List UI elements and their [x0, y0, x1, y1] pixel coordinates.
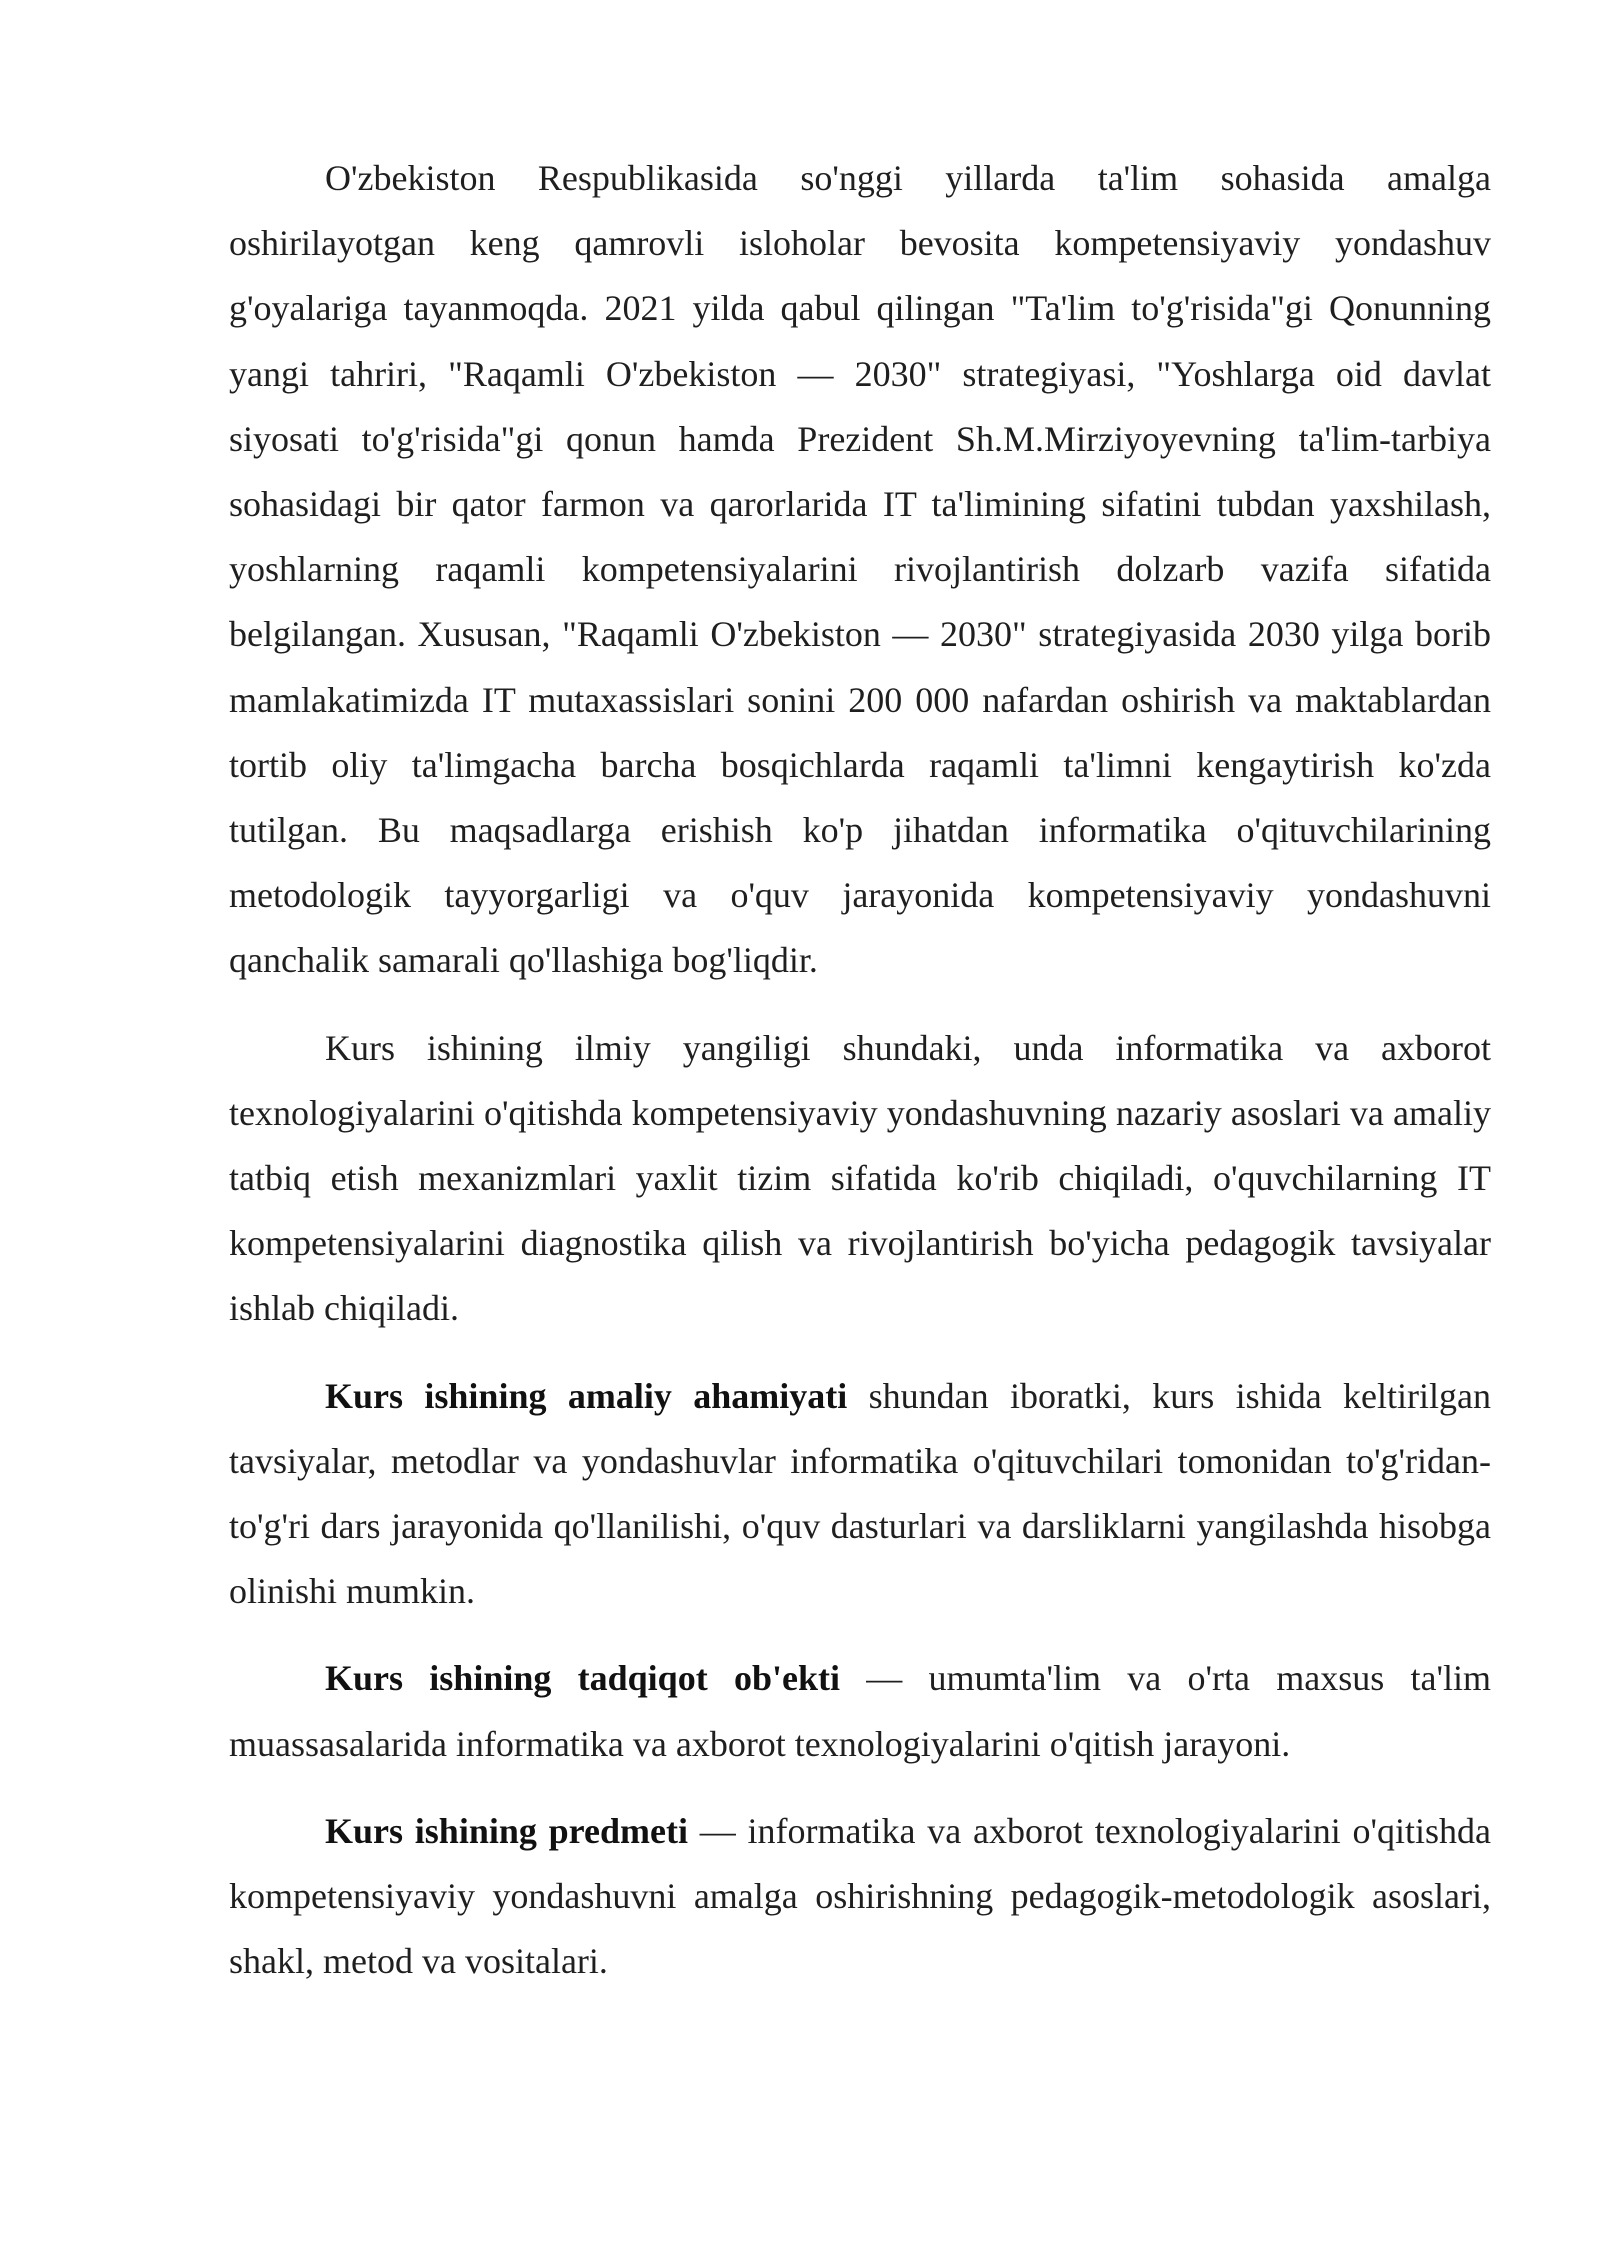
paragraph-text: O'zbekiston Respublikasida so'nggi yillarda ta'lim sohasida amalga oshirilayotgan keng qamrovli isloholar bevosita kompetensiyaviy yondashuv g'oyalariga tayanmoqda. 2021 yilda qabul qilingan "Ta'lim to'g'risida"gi Qonunning yangi tahriri, "Raqamli O'zbekiston — 2030" strategiyasi, "Yoshlarga oid davlat siyosati to'g'risida"gi qonun hamda Prezident Sh.M.Mirziyoyevning ta'lim-tarbiya sohasidagi bir qator farmon va qarorlarida IT ta'limining sifatini tubdan yaxshilash, yoshlarning raqamli kompetensiyalarini rivojlantirish dolzarb vazifa sifatida belgilangan. Xususan, "Raqamli O'zbekiston — 2030" strategiyasida 2030 yilga borib mamlakatimizda IT mutaxassislari sonini 200 000 nafardan oshirish va maktablardan tortib oliy ta'limgacha barcha bosqichlarda raqamli ta'limni kengaytirish ko'zda tutilgan. Bu maqsadlarga erishish ko'p jihatdan informatika o'qituvchilarining metodologik tayyorgarligi va o'quv jarayonida kompetensiyaviy yondashuvni qanchalik samarali qo'llashiga bog'liqdir.	[229, 158, 1491, 981]
paragraph-text: shundan iboratki, kurs ishida keltirilgan tavsiyalar, metodlar va yondashuvlar informatika o'qituvchilari tomonidan to'g'ridan-to'g'ri dars jarayonida qo'llanilishi, o'quv dasturlari va darsliklarni yangilashda hisobga olinishi mumkin.	[229, 1375, 1491, 1612]
paragraph-lead-practical-significance: Kurs ishining amaliy ahamiyati	[325, 1375, 848, 1416]
paragraph-scientific-novelty	[229, 1016, 1491, 1342]
paragraph-lead-research-subject: Kurs ishining predmeti	[325, 1810, 688, 1851]
paragraph-introduction	[229, 146, 1491, 994]
document-body	[229, 146, 1491, 2016]
paragraph-text: Kurs ishining ilmiy yangiligi shundaki, unda informatika va axborot texnologiyalarini o'qitishda kompetensiyaviy yondashuvning nazariy asoslari va amaliy tatbiq etish mexanizmlari yaxlit tizim sifatida ko'rib chiqiladi, o'quvchilarning IT kompetensiyalarini diagnostika qilish va rivojlantirish bo'yicha pedagogik tavsiyalar ishlab chiqiladi.	[229, 1027, 1491, 1329]
paragraph-research-subject	[229, 1799, 1491, 1995]
paragraph-text: — umumta'lim va o'rta maxsus ta'lim muassasalarida informatika va axborot texnologiyalarini o'qitish jarayoni.	[229, 1658, 1491, 1764]
paragraph-lead-research-object: Kurs ishining tadqiqot ob'ekti	[325, 1658, 840, 1699]
paragraph-practical-significance	[229, 1364, 1491, 1625]
paragraph-text: — informatika va axborot texnologiyalarini o'qitishda kompetensiyaviy yondashuvni amalga oshirishning pedagogik-metodologik asoslari, shakl, metod va vositalari.	[229, 1810, 1491, 1982]
paragraph-research-object	[229, 1646, 1491, 1776]
